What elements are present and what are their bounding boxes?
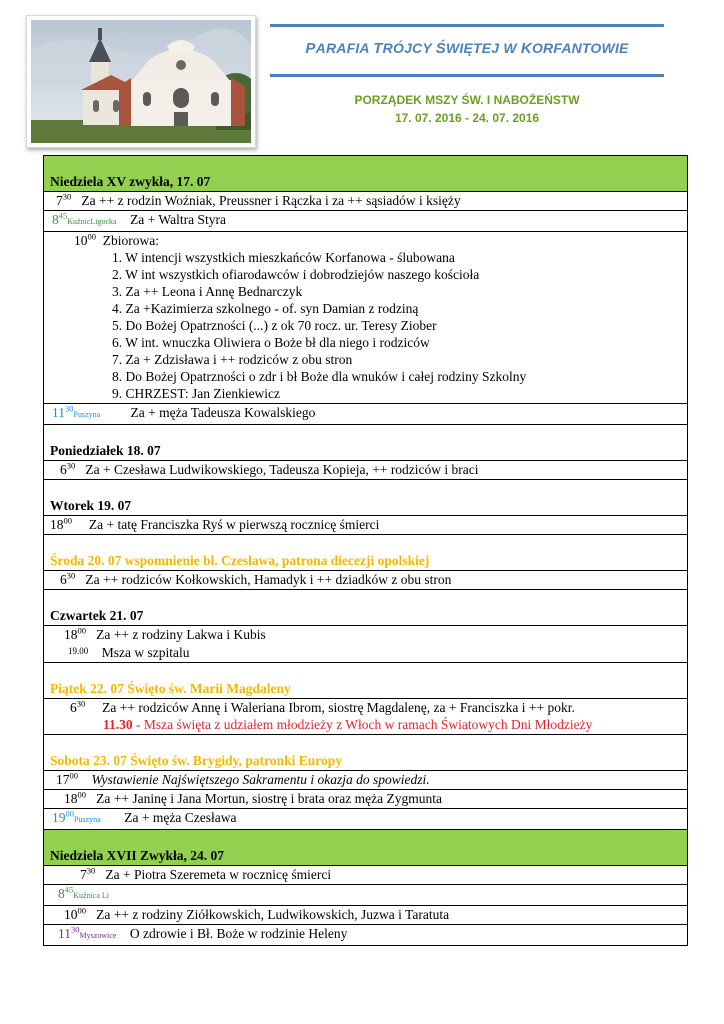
list-item: 2. W int wszystkich ofiarodawców i dobrodziejów naszego kościoła: [112, 267, 480, 282]
day-heading-sunday-17: Niedziela XV zwykła, 17. 07: [44, 156, 687, 191]
list-item: 7. Za + Zdzisława i ++ rodziców z obu stron: [112, 352, 353, 367]
mass-intention: Za ++ rodziców Kołkowskich, Hamadyk i ++ dziadków z obu stron: [85, 572, 452, 587]
mass-time: $10^{00}$: [64, 905, 86, 922]
mass-time: 11.30: [103, 717, 133, 732]
mass-row: [44, 403, 687, 424]
mass-time: 19.00: [68, 646, 89, 656]
mass-row-collective: [44, 231, 687, 403]
day-heading-monday-18: Poniedziałek 18. 07: [44, 424, 687, 460]
mass-intention: Za + Piotra Szeremeta w rocznicę śmierci: [105, 867, 332, 882]
mass-location: Puszyna: [73, 410, 101, 419]
adoration-note: Wystawienie Najświętszego Sakramentu i okazja do spowiedzi.: [91, 772, 430, 787]
header-rule-bottom: [270, 74, 664, 77]
mass-time: $6^{30}$: [60, 460, 76, 477]
mass-row: [44, 698, 687, 734]
list-item: 5. Do Bożej Opatrzności (...) z ok 70 rocz. ur. Teresy Ziober: [112, 318, 437, 333]
mass-row: [44, 191, 687, 210]
list-item: 8. Do Bożej Opatrzności o zdr i bł Boże dla wnuków i całej rodziny Szkolny: [112, 369, 527, 384]
mass-time: $17^{00}$: [56, 770, 78, 787]
mass-location: Kuźnica Li: [73, 891, 110, 900]
mass-row: [44, 865, 687, 884]
mass-intention: Za + Waltra Styra: [130, 212, 226, 227]
mass-time: $11^{30}$: [52, 403, 74, 420]
day-heading-wednesday-20: Środa 20. 07 wspomnienie bł. Czesława, patrona diecezji opolskiej: [44, 534, 687, 570]
mass-location: Myszowice: [79, 931, 117, 940]
mass-intention: Za ++ z rodziny Ziółkowskich, Ludwikowskich, Juzwa i Taratuta: [96, 907, 450, 922]
mass-time: $18^{00}$: [50, 515, 72, 532]
mass-row: [44, 460, 687, 479]
mass-intention: Za + tatę Franciszka Ryś w pierwszą rocznicę śmierci: [88, 517, 380, 532]
mass-intention: Zbiorowa:: [102, 233, 159, 248]
mass-intention: Za ++ z rodzin Woźniak, Preussner i Rączka i za ++ sąsiadów i księży: [81, 193, 461, 208]
list-item: 4. Za +Kazimierza szkolnego - of. syn Damian z rodziną: [112, 301, 419, 316]
parish-title: PARAFIA TRÓJCY ŚWIĘTEJ W KORFANTOWIE: [305, 40, 629, 57]
church-photo: [26, 15, 256, 148]
mass-intention: Za ++ z rodziny Lakwa i Kubis: [96, 627, 266, 642]
mass-row: [44, 770, 687, 789]
mass-row: [44, 884, 687, 905]
day-heading-friday-22: Piątek 22. 07 Święto św. Marii Magdaleny: [44, 662, 687, 698]
list-item: 6. W int. wnuczka Oliwiera o Boże bł dla niego i rodziców: [112, 335, 430, 350]
mass-intention: Za + męża Tadeusza Kowalskiego: [130, 405, 316, 420]
mass-intention: Za ++ rodziców Annę i Waleriana Ibrom, siostrę Magdalenę, za + Franciszka i ++ pokr.: [102, 700, 575, 715]
mass-intention: Za ++ Janinę i Jana Mortun, siostrę i brata oraz męża Zygmunta: [96, 791, 442, 806]
intention-list: [74, 249, 681, 402]
mass-time: $6^{30}$: [60, 570, 76, 587]
list-item: 3. Za ++ Leona i Annę Bednarczyk: [112, 284, 303, 299]
mass-row: [44, 625, 687, 662]
mass-location: KuźnicLigocka: [67, 217, 117, 226]
header-rule-top: [270, 24, 664, 27]
mass-intention: Msza w szpitalu: [101, 645, 190, 660]
mass-row: [44, 515, 687, 534]
mass-intention: - Msza święta z udziałem młodzieży z Włoch w ramach Światowych Dni Młodzieży: [132, 717, 593, 732]
mass-schedule-table: [43, 155, 688, 946]
mass-time: $7^{30}$: [56, 191, 72, 208]
mass-time: $7^{30}$: [80, 865, 96, 882]
day-heading-tuesday-19: Wtorek 19. 07: [44, 479, 687, 515]
mass-intention: O zdrowie i Bł. Boże w rodzinie Heleny: [129, 926, 348, 941]
mass-row: [44, 789, 687, 808]
day-heading-saturday-23: Sobota 23. 07 Święto św. Brygidy, patronki Europy: [44, 734, 687, 770]
mass-time: $10^{00}$: [74, 231, 96, 248]
schedule-date-range: 17. 07. 2016 - 24. 07. 2016: [394, 111, 540, 125]
mass-intention: Za + męża Czesława: [124, 810, 237, 825]
mass-row: [44, 570, 687, 589]
mass-time: $18^{00}$: [64, 789, 86, 806]
day-heading-sunday-24: Niedziela XVII Zwykła, 24. 07: [44, 829, 687, 865]
mass-time: $8^{45}$: [52, 210, 68, 227]
mass-time: $6^{30}$: [70, 698, 86, 715]
mass-time: $19^{00}$: [52, 808, 74, 825]
schedule-title: PORZĄDEK MSZY ŚW. I NABOŻEŃSTW: [354, 93, 580, 107]
mass-location: Puszyna: [74, 815, 101, 824]
mass-row: [44, 905, 687, 924]
list-item: 1. W intencji wszystkich mieszkańców Korfanowa - ślubowana: [112, 250, 455, 265]
mass-row: [44, 924, 687, 945]
mass-row: [44, 808, 687, 829]
church-illustration: [31, 20, 251, 143]
day-heading-thursday-21: Czwartek 21. 07: [44, 589, 687, 625]
mass-time: $18^{00}$: [64, 625, 86, 642]
mass-intention: Za + Czesława Ludwikowskiego, Tadeusza Kopieja, ++ rodziców i braci: [85, 462, 479, 477]
mass-time: $8^{45}$: [58, 884, 74, 901]
list-item: 9. CHRZEST: Jan Zienkiewicz: [112, 386, 281, 401]
mass-time: $11^{30}$: [58, 924, 80, 941]
mass-row: [44, 210, 687, 231]
